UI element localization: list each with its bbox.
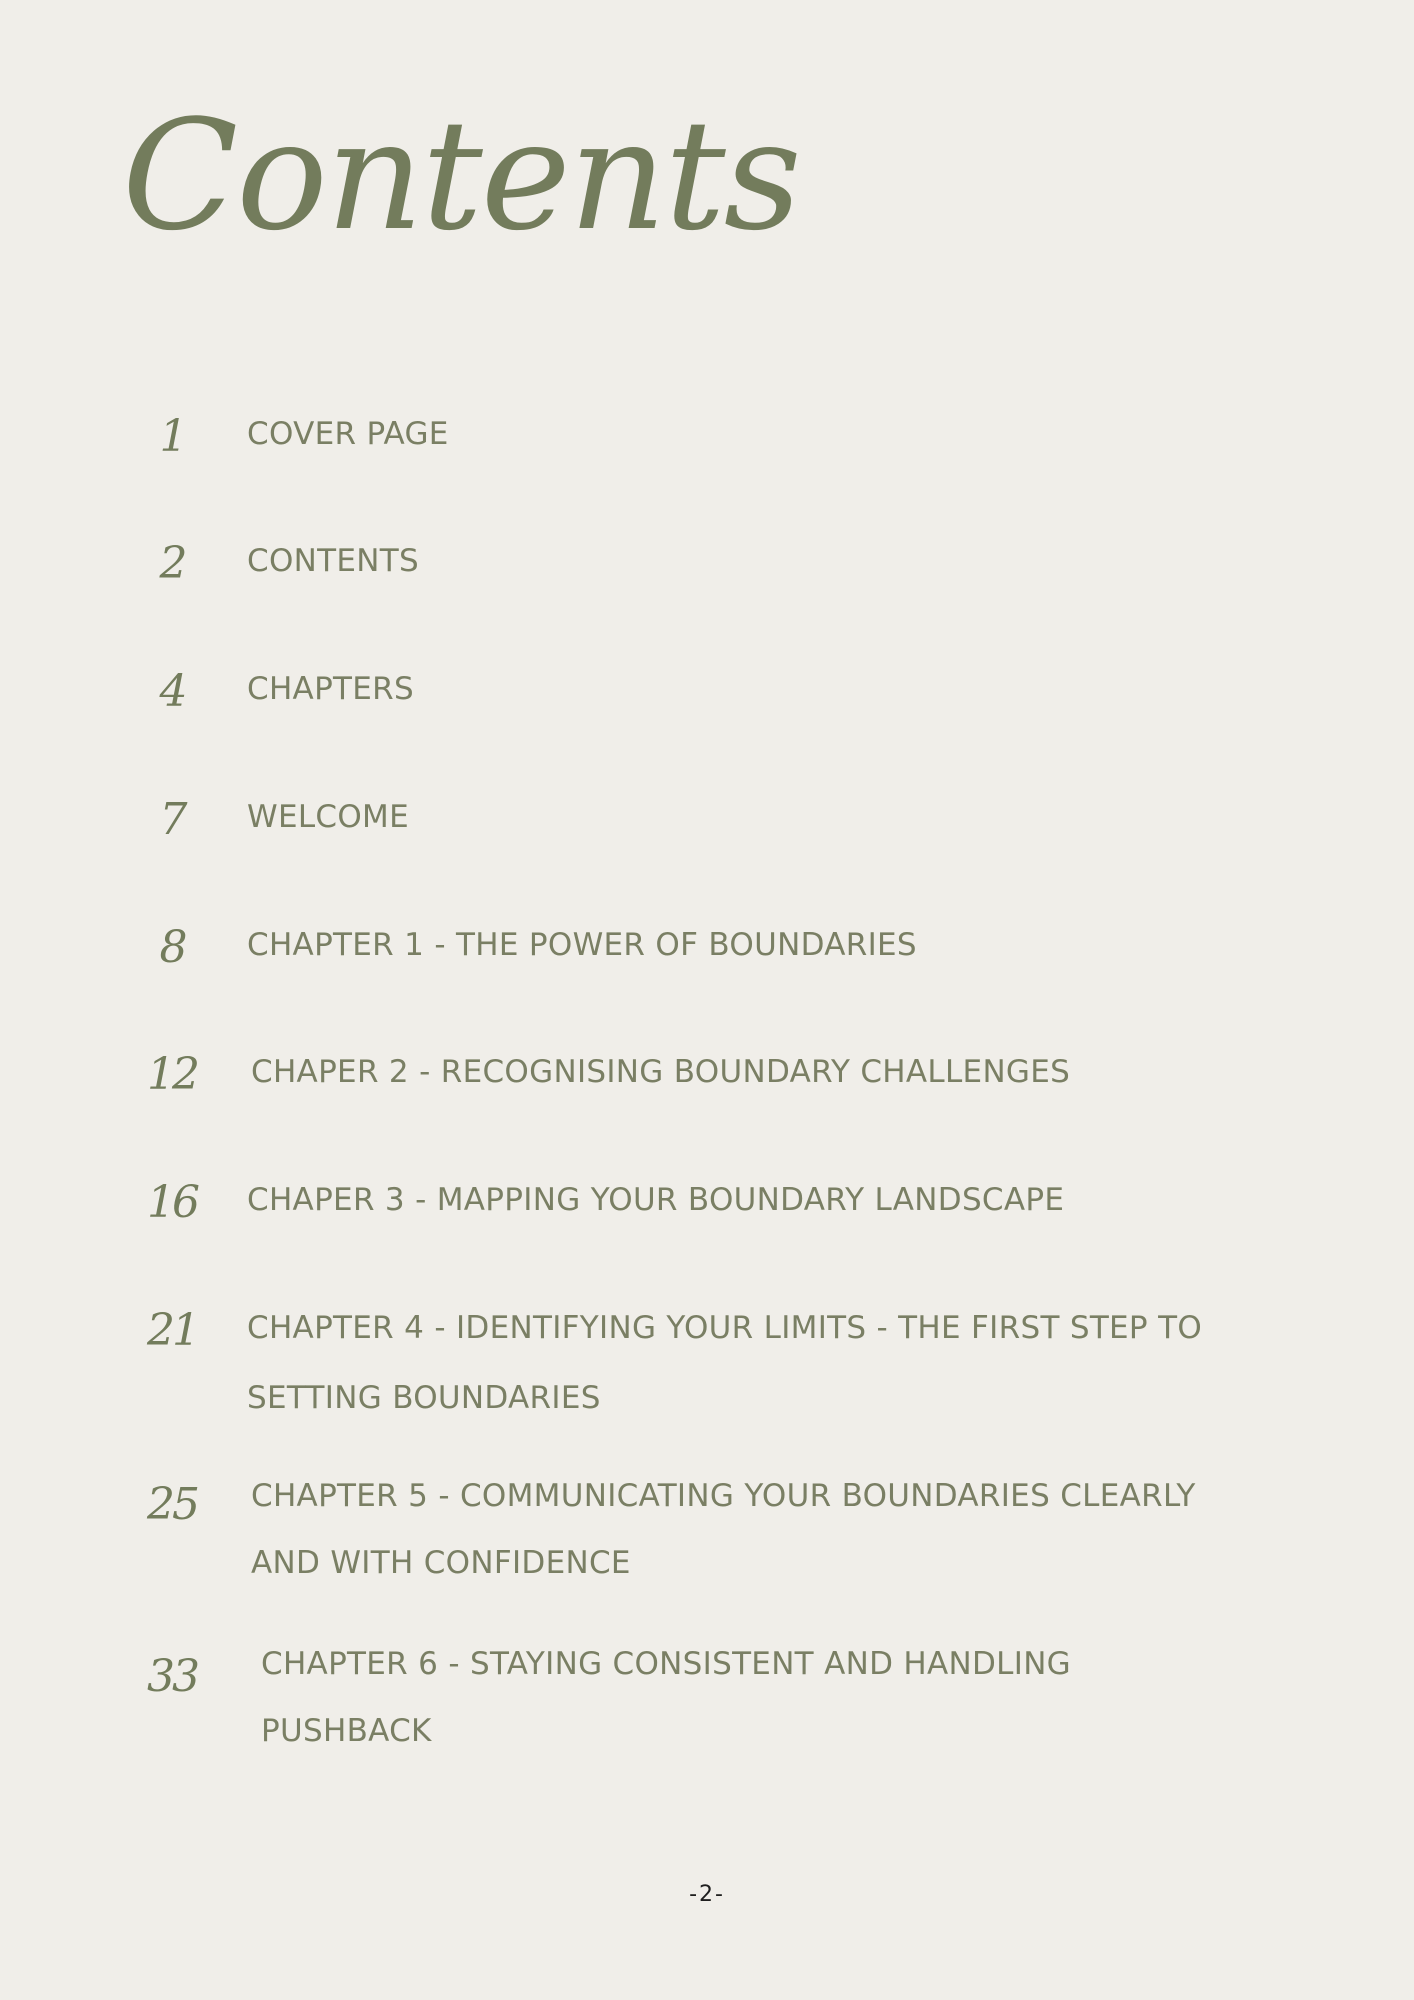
toc-page-number: 8 — [159, 922, 185, 973]
toc-entry-title-line-1: CHAPTER 5 - COMMUNICATING YOUR BOUNDARIES CLEARLY — [251, 1478, 1196, 1514]
toc-entry-title-line-1: CHAPTER 6 - STAYING CONSISTENT AND HANDLING — [261, 1646, 1071, 1682]
toc-entry-title-line-2: PUSHBACK — [261, 1713, 432, 1749]
toc-page-number: 1 — [159, 411, 185, 462]
toc-entry-title-line-2: SETTING BOUNDARIES — [247, 1380, 601, 1416]
toc-page-number: 2 — [159, 538, 185, 589]
toc-entry-title: CHAPER 2 - RECOGNISING BOUNDARY CHALLENGES — [251, 1054, 1071, 1090]
toc-entry-title: CONTENTS — [247, 543, 419, 579]
page-number: -2- — [689, 1882, 725, 1907]
toc-page-number: 21 — [147, 1305, 197, 1356]
toc-entry-title: CHAPTERS — [247, 671, 414, 707]
toc-page-number: 25 — [147, 1479, 197, 1530]
toc-entry-title: CHAPER 3 - MAPPING YOUR BOUNDARY LANDSCAPE — [247, 1182, 1065, 1218]
toc-entry-title: COVER PAGE — [247, 416, 449, 452]
toc-page-number: 12 — [147, 1049, 197, 1100]
page-title: Contents — [122, 87, 800, 264]
toc-entry-title-line-1: CHAPTER 4 - IDENTIFYING YOUR LIMITS - THE FIRST STEP TO — [247, 1310, 1203, 1346]
toc-page-number: 7 — [159, 794, 185, 845]
toc-entry-title: CHAPTER 1 - THE POWER OF BOUNDARIES — [247, 927, 917, 963]
toc-page-number: 33 — [147, 1651, 197, 1702]
toc-page-number: 16 — [147, 1177, 197, 1228]
toc-entry-title: WELCOME — [247, 799, 409, 835]
toc-entry-title-line-2: AND WITH CONFIDENCE — [251, 1545, 631, 1581]
toc-page-number: 4 — [159, 666, 185, 717]
